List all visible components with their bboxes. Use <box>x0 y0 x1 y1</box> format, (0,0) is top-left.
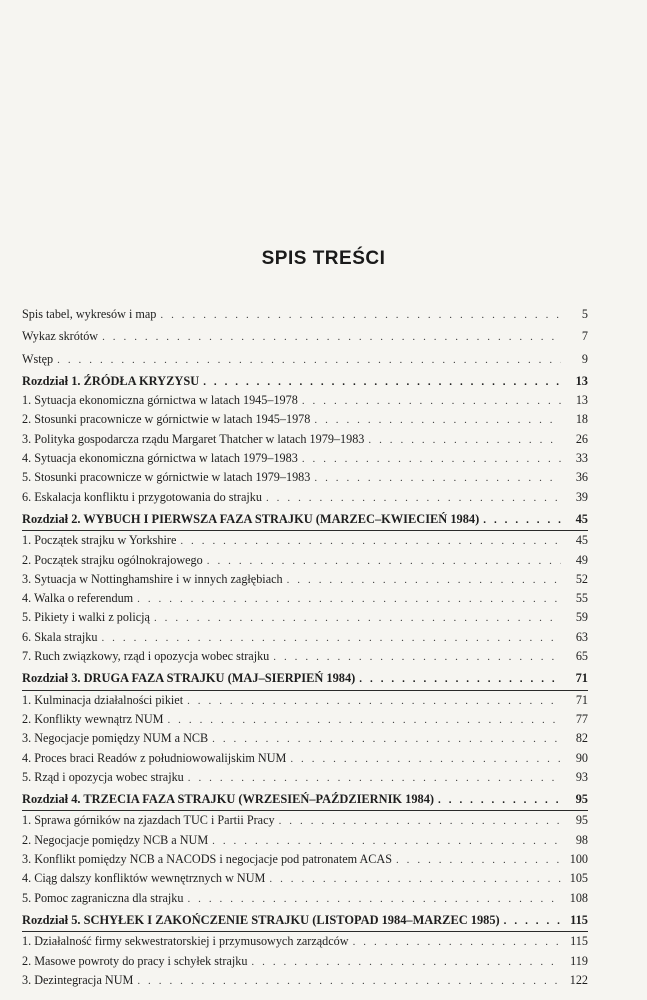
dot-leader <box>154 609 561 628</box>
section-label: 5. Stosunki pracownicze w górnictwie w latach 1979–1983 <box>22 470 311 485</box>
chapter-label: Rozdział 1. ŹRÓDŁA KRYZYSU <box>22 373 200 388</box>
section-label: 6. Eskalacja konfliktu i przygotowania do strajku <box>22 489 262 504</box>
section-entry <box>22 971 588 990</box>
section-entry <box>22 608 588 627</box>
section-page: 93 <box>575 769 588 784</box>
section-label: 3. Sytuacja w Nottinghamshire i w innych zagłębiach <box>22 571 283 586</box>
section-label: 1. Sytuacja ekonomiczna górnictwa w latach 1945–1978 <box>22 393 298 408</box>
section-label: 4. Walka o referendum <box>22 591 134 606</box>
section-entry <box>22 391 588 410</box>
dot-leader <box>167 711 561 730</box>
section-label: 5. Pikiety i walki z policją <box>22 610 150 625</box>
dot-leader <box>353 933 561 952</box>
section-page: 45 <box>575 533 588 548</box>
section-entry <box>22 729 588 748</box>
dot-leader <box>160 306 561 325</box>
section-label: 3. Polityka gospodarcza rządu Margaret Thatcher w latach 1979–1983 <box>22 431 365 446</box>
page-title: SPIS TREŚCI <box>261 248 386 269</box>
dot-leader <box>137 972 561 991</box>
section-label: 3. Dezintegracja NUM <box>22 972 134 987</box>
section-label: 3. Konflikt pomiędzy NCB a NACODS i negocjacje pod patronatem ACAS <box>22 852 392 867</box>
toc-entry <box>22 350 588 369</box>
section-entry <box>22 430 588 449</box>
entry-page: 7 <box>581 329 588 344</box>
section-entry <box>22 589 588 608</box>
section-page: 100 <box>569 852 588 867</box>
section-page: 39 <box>575 489 588 504</box>
chapter-label: Rozdział 3. DRUGA FAZA STRAJKU (MAJ–SIERPIEŃ 1984) <box>22 671 356 686</box>
section-label: 4. Proces braci Readów z południowowalijskim NUM <box>22 750 287 765</box>
dot-leader <box>359 670 561 689</box>
section-entry <box>22 811 588 830</box>
section-label: 7. Ruch związkowy, rząd i opozycja wobec strajku <box>22 649 270 664</box>
section-page: 18 <box>575 412 588 427</box>
section-entry <box>22 468 588 487</box>
chapter-entry <box>22 372 588 391</box>
section-page: 105 <box>569 871 588 886</box>
section-label: 1. Kulminacja działalności pikiet <box>22 692 184 707</box>
dot-leader <box>101 629 561 648</box>
chapter-label: Rozdział 5. SCHYŁEK I ZAKOŃCZENIE STRAJKU (LISTOPAD 1984–MARZEC 1985) <box>22 912 500 927</box>
dot-leader <box>137 590 561 609</box>
dot-leader <box>287 571 561 590</box>
chapter-page: 45 <box>575 511 588 526</box>
section-entry <box>22 488 588 507</box>
dot-leader <box>314 411 561 430</box>
section-label: 5. Rząd i opozycja wobec strajku <box>22 769 184 784</box>
section-page: 95 <box>575 813 588 828</box>
section-entry <box>22 410 588 429</box>
entry-page: 5 <box>581 307 588 321</box>
section-entry <box>22 869 588 888</box>
section-entry <box>22 850 588 869</box>
dot-leader <box>207 552 561 571</box>
section-page: 90 <box>575 750 588 765</box>
section-entry <box>22 551 588 570</box>
chapter-entry <box>22 911 588 930</box>
section-page: 77 <box>575 711 588 726</box>
chapter-label: Rozdział 2. WYBUCH I PIERWSZA FAZA STRAJKU (MARZEC–KWIECIEŃ 1984) <box>22 511 480 526</box>
section-page: 108 <box>569 890 588 905</box>
section-label: 1. Początek strajku w Yorkshire <box>22 533 177 548</box>
section-label: 6. Skala strajku <box>22 629 98 644</box>
entry-page: 9 <box>581 351 588 366</box>
section-entry <box>22 932 588 951</box>
section-page: 71 <box>575 692 588 707</box>
dot-leader <box>188 769 561 788</box>
dot-leader <box>438 791 561 810</box>
section-entry <box>22 647 588 666</box>
section-label: 2. Masowe powroty do pracy i schyłek strajku <box>22 953 248 968</box>
dot-leader <box>212 832 561 851</box>
section-page: 119 <box>570 953 588 968</box>
entry-label: Wykaz skrótów <box>22 329 99 344</box>
section-entry <box>22 628 588 647</box>
table-of-contents <box>22 305 588 990</box>
dot-leader <box>483 511 561 530</box>
toc-entry <box>22 305 588 324</box>
dot-leader <box>269 870 561 889</box>
section-label: 1. Sprawa górników na zjazdach TUC i Partii Pracy <box>22 813 275 828</box>
section-page: 122 <box>569 972 588 987</box>
section-label: 2. Początek strajku ogólnokrajowego <box>22 552 203 567</box>
dot-leader <box>368 431 561 450</box>
dot-leader <box>290 750 561 769</box>
section-entry <box>22 952 588 971</box>
section-label: 4. Ciąg dalszy konfliktów wewnętrznych w NUM <box>22 871 266 886</box>
dot-leader <box>180 532 561 551</box>
section-page: 36 <box>575 470 588 485</box>
dot-leader <box>504 912 561 931</box>
section-label: 3. Negocjacje pomiędzy NUM a NCB <box>22 731 209 746</box>
section-page: 59 <box>575 610 588 625</box>
section-entry <box>22 749 588 768</box>
section-page: 55 <box>575 591 588 606</box>
section-label: 2. Stosunki pracownicze w górnictwie w latach 1945–1978 <box>22 412 311 427</box>
dot-leader <box>396 851 561 870</box>
section-entry <box>22 691 588 710</box>
dot-leader <box>251 953 561 972</box>
section-page: 52 <box>575 571 588 586</box>
section-entry <box>22 768 588 787</box>
section-page: 26 <box>575 431 588 446</box>
dot-leader <box>187 890 561 909</box>
dot-leader <box>57 351 561 370</box>
chapter-entry <box>22 510 588 529</box>
toc-entry <box>22 327 588 346</box>
section-entry <box>22 570 588 589</box>
chapter-page: 13 <box>575 373 588 388</box>
chapter-page: 115 <box>570 912 588 927</box>
dot-leader <box>302 450 561 469</box>
section-entry <box>22 449 588 468</box>
section-label: 2. Konflikty wewnątrz NUM <box>22 711 164 726</box>
section-entry <box>22 889 588 908</box>
entry-label: Spis tabel, wykresów i map <box>22 307 157 321</box>
dot-leader <box>212 730 561 749</box>
dot-leader <box>314 469 561 488</box>
chapter-entry <box>22 790 588 809</box>
entry-label: Wstęp <box>22 351 54 366</box>
dot-leader <box>187 692 561 711</box>
chapter-page: 95 <box>575 792 588 807</box>
section-label: 4. Sytuacja ekonomiczna górnictwa w latach 1979–1983 <box>22 451 298 466</box>
section-label: 1. Działalność firmy sekwestratorskiej i przymusowych zarządców <box>22 934 349 949</box>
section-page: 98 <box>575 832 588 847</box>
section-page: 65 <box>575 649 588 664</box>
dot-leader <box>273 648 561 667</box>
dot-leader <box>266 489 561 508</box>
section-entry <box>22 831 588 850</box>
section-page: 13 <box>575 393 588 408</box>
section-entry <box>22 531 588 550</box>
chapter-page: 71 <box>575 671 588 686</box>
section-page: 63 <box>575 629 588 644</box>
section-label: 2. Negocjacje pomiędzy NCB a NUM <box>22 832 209 847</box>
section-page: 115 <box>570 934 588 949</box>
dot-leader <box>102 328 561 347</box>
dot-leader <box>203 373 561 392</box>
section-label: 5. Pomoc zagraniczna dla strajku <box>22 890 184 905</box>
dot-leader <box>279 812 561 831</box>
section-page: 33 <box>575 451 588 466</box>
chapter-label: Rozdział 4. TRZECIA FAZA STRAJKU (WRZESIEŃ–PAŹDZIERNIK 1984) <box>22 792 435 807</box>
dot-leader <box>302 392 561 411</box>
chapter-entry <box>22 669 588 688</box>
section-page: 49 <box>575 552 588 567</box>
section-entry <box>22 710 588 729</box>
section-page: 82 <box>575 731 588 746</box>
